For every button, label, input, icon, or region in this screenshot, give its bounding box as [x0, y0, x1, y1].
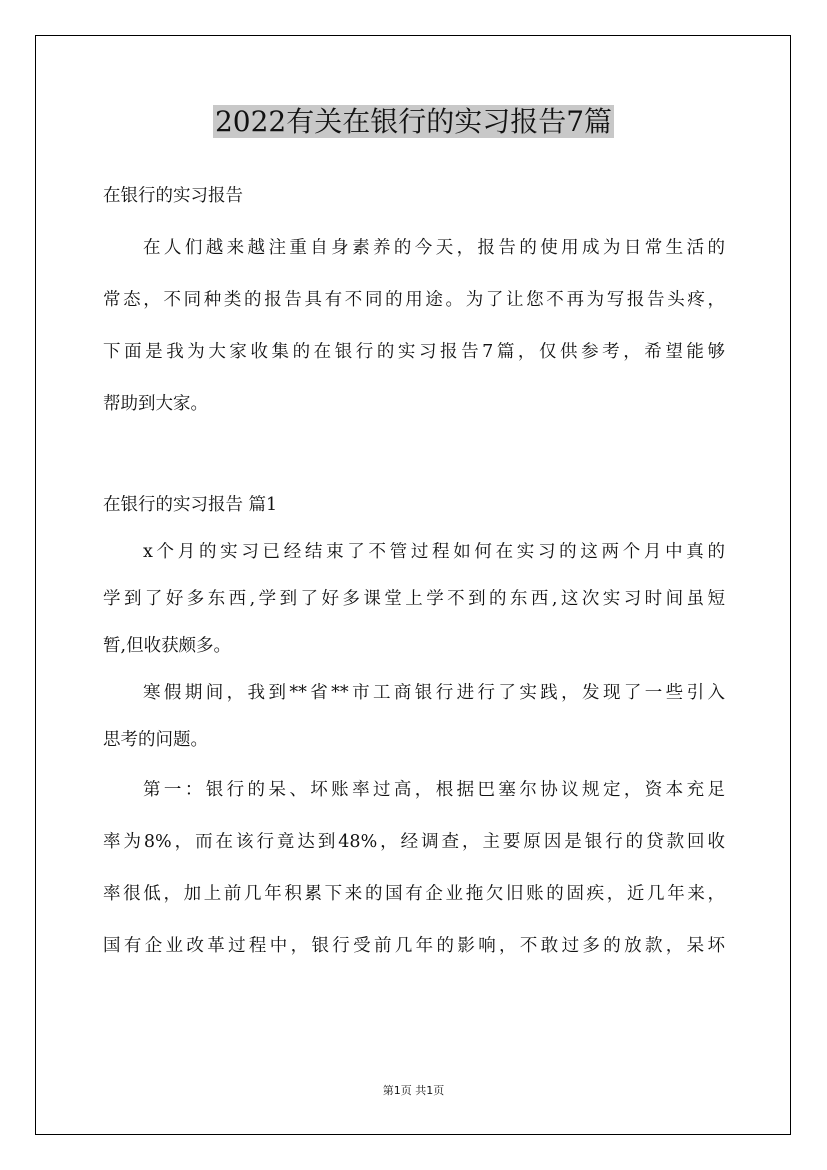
paragraph-line: 寒假期间，我到**省**市工商银行进行了实践，发现了一些引入 — [143, 683, 725, 703]
intro-line: 在人们越来越注重自身素养的今天，报告的使用成为日常生活的 — [143, 238, 725, 258]
paragraph-line: 思考的问题。 — [103, 730, 208, 750]
title-highlight: 2022有关在银行的实习报告7篇 — [214, 105, 613, 138]
document-body — [103, 170, 725, 972]
paragraph-line: 学到了好多东西,学到了好多课堂上学不到的东西,这次实习时间虽短 — [103, 589, 725, 609]
intro-heading: 在银行的实习报告 — [103, 186, 243, 206]
intro-line: 帮助到大家。 — [103, 394, 208, 414]
paragraph-line: 暂,但收获颇多。 — [103, 636, 232, 656]
paragraph-line: 国有企业改革过程中，银行受前几年的影响，不敢过多的放款，呆坏 — [103, 936, 725, 956]
paragraph-line: x个月的实习已经结束了不管过程如何在实习的这两个月中真的 — [143, 542, 725, 562]
section-heading: 在银行的实习报告 篇1 — [103, 495, 278, 515]
intro-line: 下面是我为大家收集的在银行的实习报告7篇，仅供参考，希望能够 — [103, 342, 725, 362]
document-title — [0, 102, 827, 142]
intro-line: 常态，不同种类的报告具有不同的用途。为了让您不再为写报告头疼， — [103, 290, 725, 310]
paragraph-line: 率很低，加上前几年积累下来的国有企业拖欠旧账的固疾，近几年来， — [103, 884, 725, 904]
paragraph-gap — [103, 430, 725, 482]
paragraph-line: 第一：银行的呆、坏账率过高，根据巴塞尔协议规定，资本充足 — [143, 780, 725, 800]
page-number: 第1页 共1页 — [382, 1084, 445, 1097]
paragraph-line: 率为8%，而在该行竟达到48%，经调查，主要原因是银行的贷款回收 — [103, 832, 725, 852]
